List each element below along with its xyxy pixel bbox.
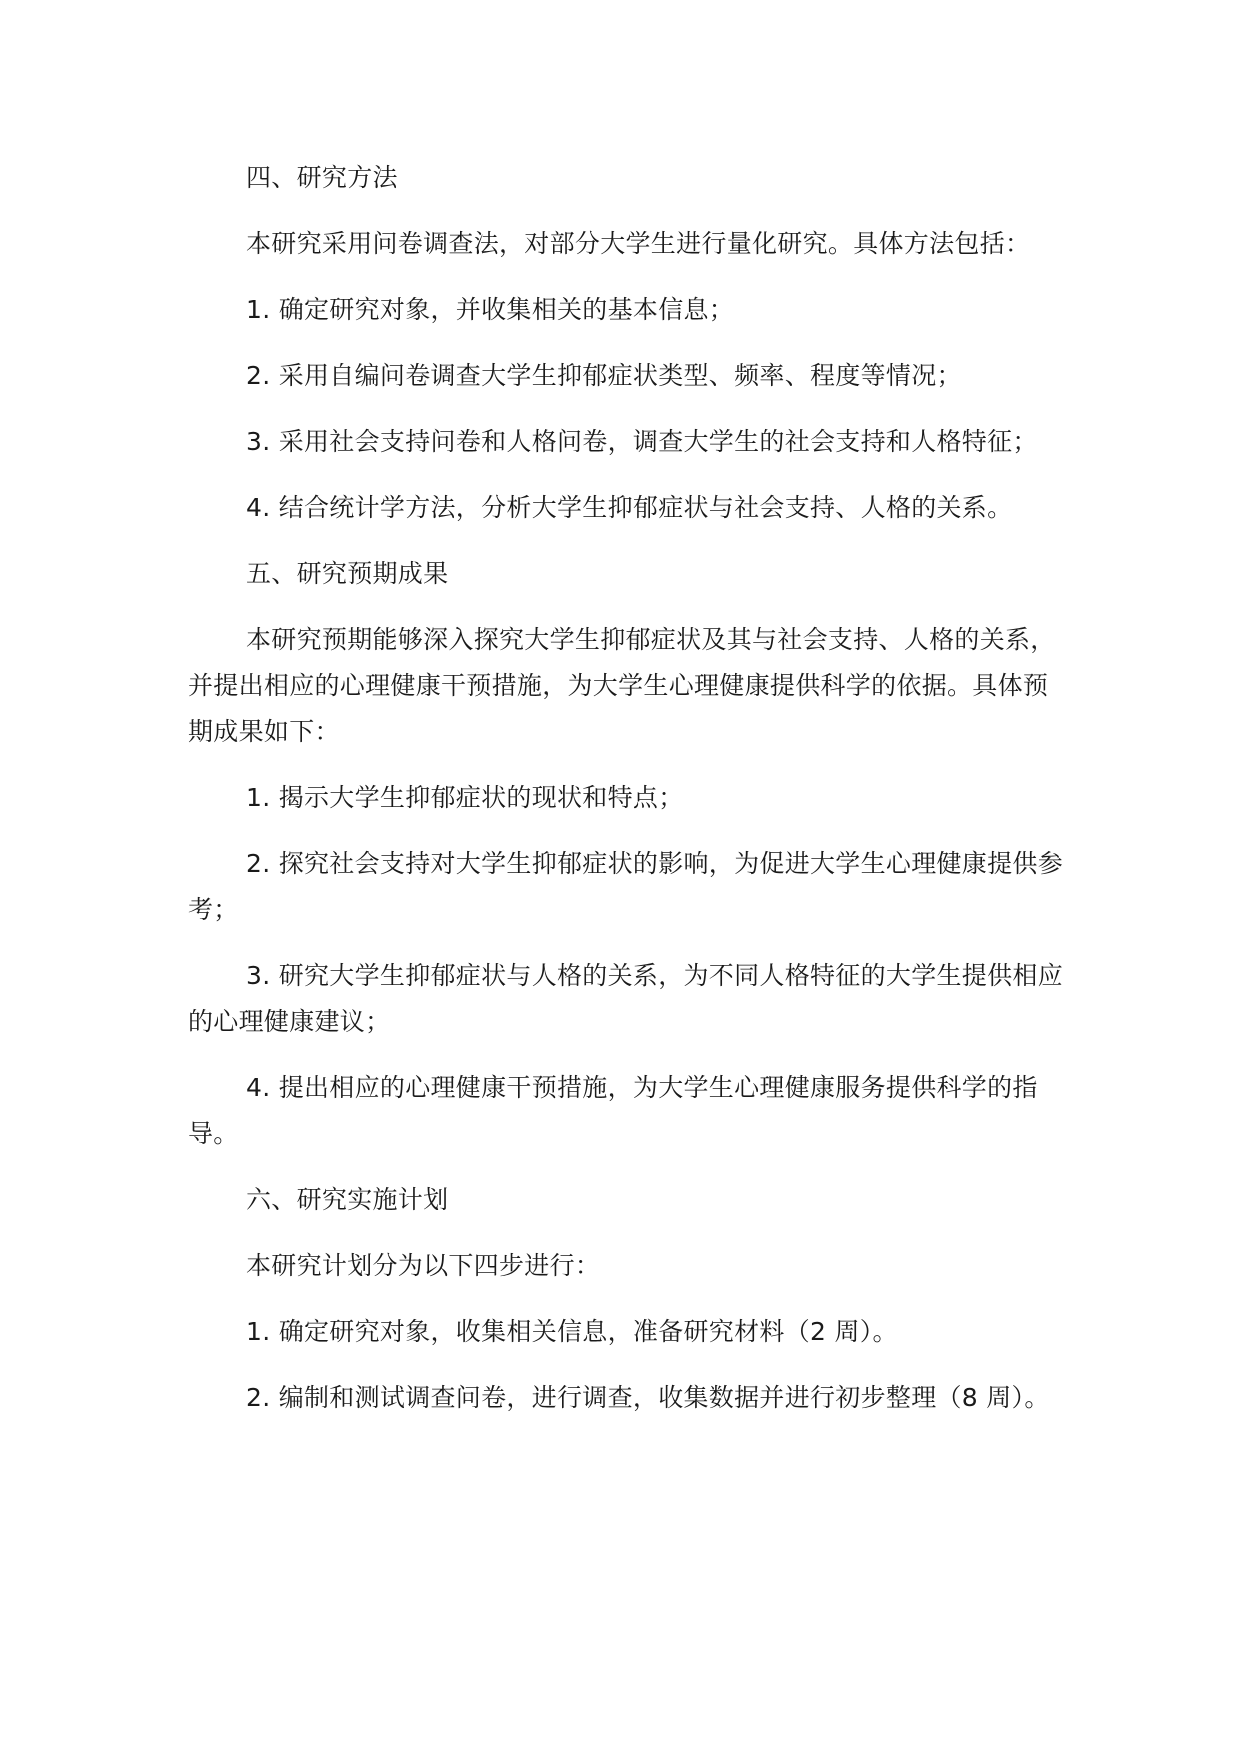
list-item-outcomes-2: 2. 探究社会支持对大学生抑郁症状的影响，为促进大学生心理健康提供参考； (188, 849, 1064, 924)
list-item-methods-1: 1. 确定研究对象，并收集相关的基本信息； (246, 295, 735, 324)
list-item-plan-1: 1. 确定研究对象，收集相关信息，准备研究材料（2 周）。 (246, 1317, 898, 1346)
list-item-outcomes-4: 4. 提出相应的心理健康干预措施，为大学生心理健康服务提供科学的指导。 (188, 1073, 1038, 1148)
paragraph-methods-intro: 本研究采用问卷调查法，对部分大学生进行量化研究。具体方法包括： (246, 229, 1031, 258)
list-item-methods-4: 4. 结合统计学方法，分析大学生抑郁症状与社会支持、人格的关系。 (246, 493, 1013, 522)
section-heading-expected-outcomes: 五、研究预期成果 (246, 559, 449, 588)
paragraph-outcomes-intro: 本研究预期能够深入探究大学生抑郁症状及其与社会支持、人格的关系，并提出相应的心理健康干预措施，为大学生心理健康提供科学的依据。具体预期成果如下： (188, 625, 1056, 746)
section-heading-implementation-plan: 六、研究实施计划 (246, 1185, 449, 1214)
list-item-methods-2: 2. 采用自编问卷调查大学生抑郁症状类型、频率、程度等情况； (246, 361, 962, 390)
list-item-outcomes-3: 3. 研究大学生抑郁症状与人格的关系，为不同人格特征的大学生提供相应的心理健康建议； (188, 961, 1064, 1036)
list-item-plan-2: 2. 编制和测试调查问卷，进行调查，收集数据并进行初步整理（8 周）。 (246, 1383, 1050, 1412)
section-heading-research-methods: 四、研究方法 (246, 163, 398, 192)
paragraph-plan-intro: 本研究计划分为以下四步进行： (246, 1251, 601, 1280)
list-item-methods-3: 3. 采用社会支持问卷和人格问卷，调查大学生的社会支持和人格特征； (246, 427, 1038, 456)
document-body (188, 155, 1068, 1441)
list-item-outcomes-1: 1. 揭示大学生抑郁症状的现状和特点； (246, 783, 684, 812)
